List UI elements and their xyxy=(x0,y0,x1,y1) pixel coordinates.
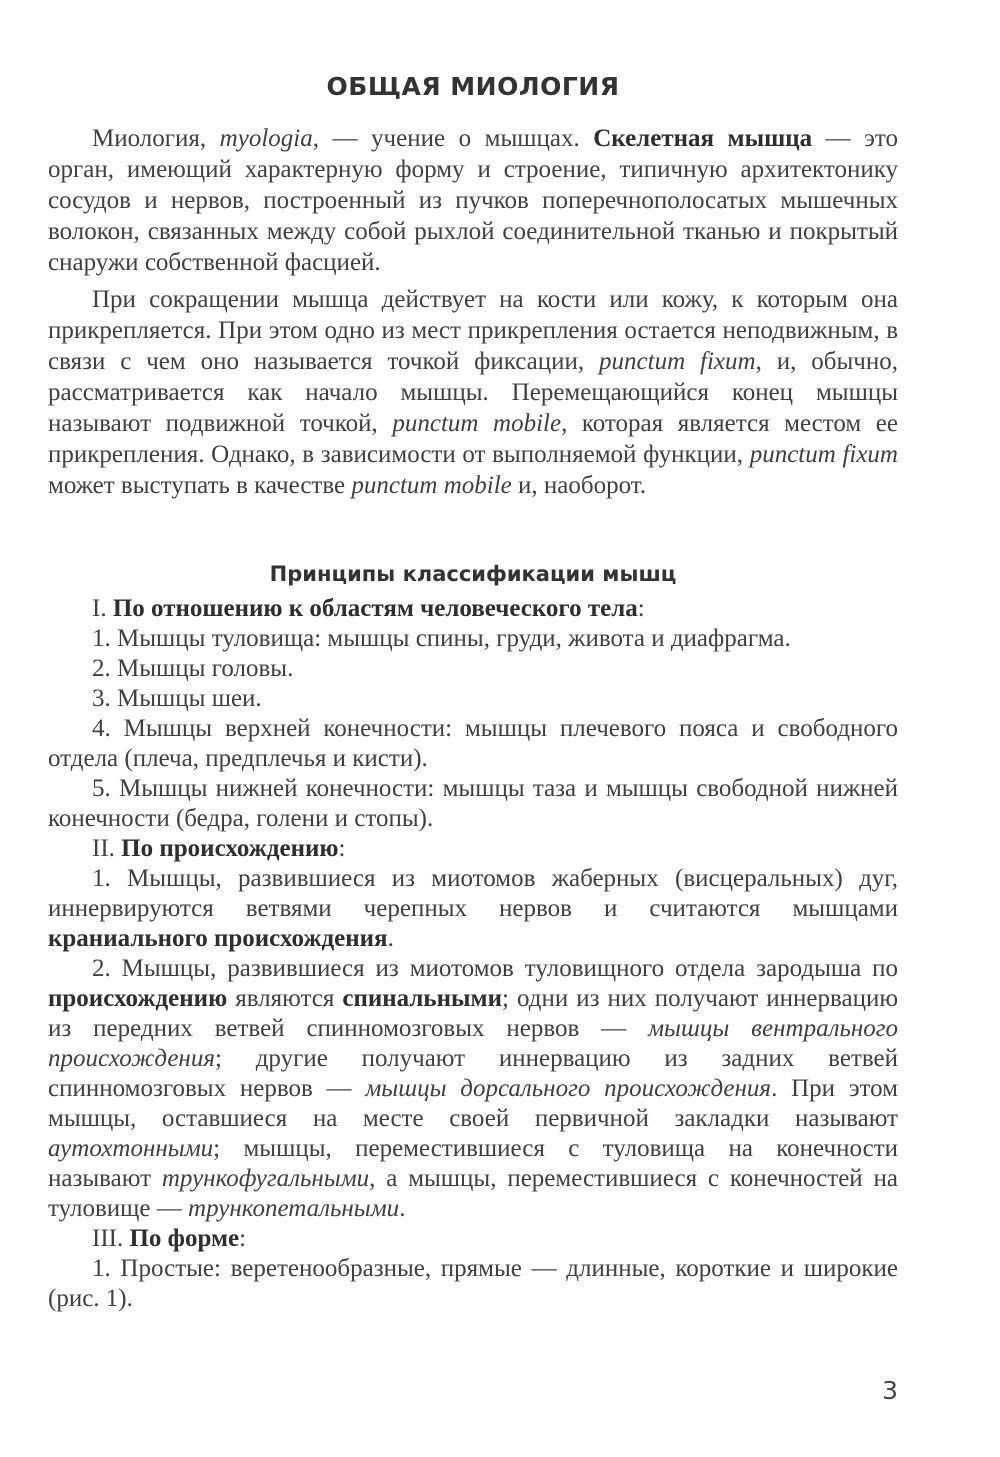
intro-paragraph-1: Миология, myologia, — учение о мышцах. Скелетная мышца — это орган, имеющий характерную форму и строение, типичную архитектонику сосудов и нервов, построенный из пучков поперечнополосатых мышечных волокон, связанных между собой рыхлой соединительной тканью и покрытый снаружи собственной фасцией. xyxy=(48,125,898,276)
list-item: 1. Простые: веретенообразные, прямые — длинные, короткие и широкие (рис. 1). xyxy=(48,1255,898,1312)
list-item: 5. Мышцы нижней конечности: мышцы таза и мышцы свободной нижней конечности (бедра, голени и стопы). xyxy=(48,775,898,832)
section-3-heading: III. По форме: xyxy=(92,1225,247,1252)
classification-list xyxy=(48,594,898,1314)
section-2-heading: II. По происхождению: xyxy=(92,835,346,862)
intro-paragraph-2: При сокращении мышца действует на кости или кожу, к которым она прикрепляется. При этом одно из мест прикрепления остается неподвижным, в связи с чем оно называется точкой фиксации, punctum fixum, и, обычно, рассматривается как начало мышцы. Перемещающийся конец мышцы называют подвижной точкой, punctum mobile, которая является местом ее прикрепления. Однако, в зависимости от выполняемой функции, punctum fixum может выступать в качестве punctum mobile и, наоборот. xyxy=(48,286,898,499)
list-item: 4. Мышцы верхней конечности: мышцы плечевого пояса и свободного отдела (плеча, предплечья и кисти). xyxy=(48,715,898,772)
section-1-heading: I. По отношению к областям человеческого тела: xyxy=(92,595,645,622)
page-title: ОБЩАЯ МИОЛОГИЯ xyxy=(326,72,620,101)
intro-section xyxy=(48,123,898,501)
section-heading: Принципы классификации мышц xyxy=(269,562,677,586)
list-item: 2. Мышцы, развившиеся из миотомов туловищного отдела зародыша по происхождению являются спинальными; одни из них получают иннервацию из передних ветвей спинномозговых нервов — мышцы вентрального происхождения; другие получают иннервацию из задних ветвей спинномозговых нервов — мышцы дорсального происхождения. При этом мышцы, оставшиеся на месте своей первичной закладки называют аутохтонными; мышцы, переместившиеся с туловища на конечности называют трункофугальными, а мышцы, переместившиеся с конечностей на туловище — трункопетальными. xyxy=(48,955,899,1222)
list-item: 1. Мышцы, развившиеся из миотомов жаберных (висцеральных) дуг, иннервируются ветвями черепных нервов и считаются мышцами краниального происхождения. xyxy=(48,865,898,952)
page-number: 3 xyxy=(882,1376,898,1405)
list-item: 2. Мышцы головы. xyxy=(92,655,294,682)
document-page xyxy=(48,0,898,1457)
list-item: 3. Мышцы шеи. xyxy=(92,685,262,712)
list-item: 1. Мышцы туловища: мышцы спины, груди, живота и диафрагма. xyxy=(92,625,791,652)
